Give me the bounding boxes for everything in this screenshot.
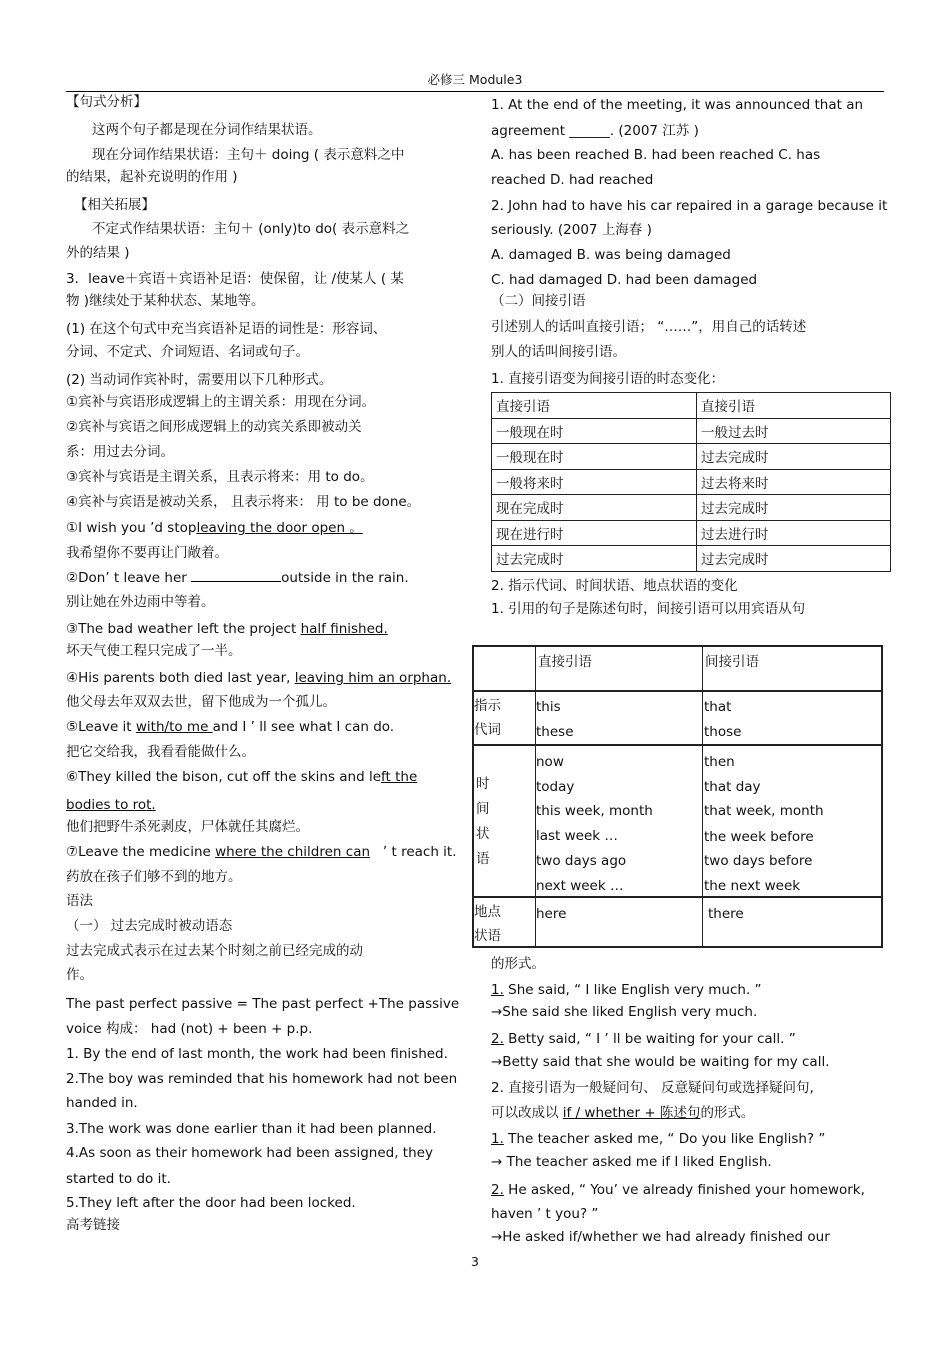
label-pronoun: 代词 <box>474 722 501 738</box>
header-rule <box>66 91 884 92</box>
table-row <box>492 520 891 546</box>
sentence-1: 1. By the end of last month, the work had been finished. <box>66 1046 448 1062</box>
header-direct: 直接引语 <box>538 654 592 670</box>
text-line: 分词、不定式、介词短语、名词或句子。 <box>66 344 309 360</box>
example-number: 1. <box>491 1131 504 1147</box>
cell-indirect: that <box>704 699 732 715</box>
example-4 <box>66 669 451 687</box>
cell-indirect: 过去进行时 <box>697 520 891 546</box>
label-place: 状语 <box>474 928 501 944</box>
example-6 <box>66 768 417 786</box>
text-line: voice 构成： had (not) + been + p.p. <box>66 1021 313 1037</box>
cell-direct: 一般现在时 <box>492 418 697 444</box>
example-text: The teacher asked me, “ Do you like English? ” <box>503 1131 826 1147</box>
tense-change-table <box>491 392 891 572</box>
example-text: and I ’ ll see what I can do. <box>212 719 395 735</box>
cell-indirect: the next week <box>704 878 801 894</box>
cell-indirect: 过去完成时 <box>697 444 891 470</box>
example-translation: 我希望你不要再让门敞着。 <box>66 545 228 561</box>
cell-indirect: the week before <box>704 829 814 845</box>
text-line: 3．leave＋宾语＋宾语补足语：使保留，让 /使某人 ( 某 <box>66 271 404 287</box>
example-translation: 药放在孩子们够不到的地方。 <box>66 869 242 885</box>
example-line <box>491 1181 865 1199</box>
heading-past-perfect-passive: （一） 过去完成时被动语态 <box>66 918 233 934</box>
cell-direct: next week … <box>536 878 624 894</box>
text-line: 不定式作结果状语：主句＋ (only)to do( 表示意料之 <box>92 221 410 237</box>
example-underlined: half finished. <box>300 621 388 637</box>
question-1-options: A. has been reached B. had been reached C. has <box>491 147 821 163</box>
example-text: ④His parents both died last year, <box>66 670 295 686</box>
question-2: 2. John had to have his car repaired in a garage because it <box>491 198 888 214</box>
text-line: 1. 引用的句子是陈述句时，间接引语可以用宾语从句 <box>491 601 806 617</box>
heading-related-extension: 【相关拓展】 <box>74 197 155 213</box>
example-line: →Betty said that she would be waiting for my call. <box>491 1054 830 1070</box>
example-number: 1. <box>491 982 504 998</box>
example-translation: 把它交给我，我看看能做什么。 <box>66 744 255 760</box>
question-1-cont: agreement ______. (2007 江苏 ) <box>491 123 699 139</box>
question-1-options-cont: reached D. had reached <box>491 172 654 188</box>
heading-sentence-analysis: 【句式分析】 <box>66 94 147 110</box>
example-text: ②Don’ t leave her <box>66 570 192 586</box>
cell-direct: two days ago <box>536 853 627 869</box>
example-7 <box>66 843 457 861</box>
cell-direct: 现在完成时 <box>492 495 697 521</box>
cell-direct: now <box>536 754 564 770</box>
cell-indirect: that week, month <box>704 803 824 819</box>
text-line: 的结果，起补充说明的作用 ) <box>66 169 238 185</box>
example-3 <box>66 620 388 638</box>
example-translation: 他父母去年双双去世，留下他成为一个孤儿。 <box>66 694 336 710</box>
cell-indirect: 直接引语 <box>697 393 891 419</box>
table-row <box>492 495 891 521</box>
table-row <box>492 418 891 444</box>
example-underlined: bodies to rot. <box>66 797 156 813</box>
example-text: outside in the rain. <box>281 570 409 586</box>
cell-direct: 过去完成时 <box>492 546 697 572</box>
text-line: 引述别人的话叫直接引语； “……”，用自己的话转述 <box>491 319 807 335</box>
text-line: ①宾补与宾语形成逻辑上的主谓关系：用现在分词。 <box>66 394 376 410</box>
label-time: 状 <box>476 826 490 842</box>
text-line: 过去完成式表示在过去某个时刻之前已经完成的动 <box>66 943 363 959</box>
cell-indirect: there <box>708 906 744 922</box>
example-underlined: leaving the door open 。 <box>196 520 363 536</box>
example-underlined: ft the <box>381 769 418 785</box>
text-line: 这两个句子都是现在分词作结果状语。 <box>92 122 322 138</box>
table-rule <box>702 647 703 946</box>
example-line: → The teacher asked me if I liked English. <box>491 1154 772 1170</box>
text-line: ③宾补与宾语是主谓关系，且表示将来：用 to do。 <box>66 469 374 485</box>
cell-indirect: 过去完成时 <box>697 495 891 521</box>
text-line: 别人的话叫间接引语。 <box>491 344 626 360</box>
sentence-2: 2.The boy was reminded that his homework had not been <box>66 1071 458 1087</box>
example-line: →She said she liked English very much. <box>491 1004 758 1020</box>
cell-indirect: 过去完成时 <box>697 546 891 572</box>
question-1: 1. At the end of the meeting, it was announced that an <box>491 97 864 113</box>
example-underlined: where the children can <box>215 844 371 860</box>
cell-direct: today <box>536 779 575 795</box>
example-5 <box>66 718 394 736</box>
text-line: 现在分词作结果状语：主句＋ doing ( 表示意料之中 <box>92 147 405 163</box>
example-text: ①I wish you ’d stop <box>66 520 197 536</box>
example-2 <box>66 569 409 587</box>
question-2-options: A. damaged B. was being damaged <box>491 247 731 263</box>
text-part: 可以改成以 <box>491 1105 563 1121</box>
example-text: ⑤Leave it <box>66 719 136 735</box>
text-line: 的形式。 <box>491 956 545 972</box>
example-text: . <box>452 844 457 860</box>
cell-direct: 现在进行时 <box>492 520 697 546</box>
table-row <box>492 469 891 495</box>
cell-indirect: those <box>704 724 742 740</box>
table-rule <box>535 647 536 946</box>
example-text: ⑦Leave the medicine <box>66 844 216 860</box>
heading-indirect-speech: （二）间接引语 <box>491 293 586 309</box>
question-2-options-cont: C. had damaged D. had been damaged <box>491 272 758 288</box>
example-number: 2. <box>491 1182 504 1198</box>
text-line: 作。 <box>66 967 93 983</box>
example-text: She said, “ I like English very much. ” <box>503 982 762 998</box>
cell-indirect: then <box>704 754 735 770</box>
example-line <box>491 1130 825 1148</box>
page-header: 必修三 Module3 <box>427 72 523 87</box>
table-header-row <box>492 393 891 419</box>
cell-direct: 一般将来时 <box>492 469 697 495</box>
cell-direct: these <box>536 724 574 740</box>
cell-indirect: two days before <box>704 853 813 869</box>
page-number: 3 <box>471 1254 479 1269</box>
word-change-table <box>472 645 883 948</box>
cell-indirect: 一般过去时 <box>697 418 891 444</box>
text-line: 2. 直接引语为一般疑问句、 反意疑问句或选择疑问句, <box>491 1080 814 1096</box>
header-indirect: 间接引语 <box>705 654 759 670</box>
table-row <box>492 546 891 572</box>
label-time: 间 <box>476 801 490 817</box>
sentence-5: 5.They left after the door had been locked. <box>66 1195 356 1211</box>
example-text: He asked, “ You’ ve already finished your homework, <box>503 1182 865 1198</box>
question-2-cont: seriously. (2007 上海春 ) <box>491 222 652 238</box>
example-translation: 他们把野牛杀死剥皮，尸体就任其腐烂。 <box>66 819 309 835</box>
cell-indirect: 过去将来时 <box>697 469 891 495</box>
example-text: ⑥They killed the bison, cut off the skins and le <box>66 769 382 785</box>
text-line: 物 )继续处于某种状态、某地等。 <box>66 293 265 309</box>
label-place: 地点 <box>474 904 501 920</box>
example-line: →He asked if/whether we had already finished our <box>491 1229 830 1245</box>
example-line: haven ’ t you? ” <box>491 1206 599 1222</box>
example-underlined: with/to me <box>135 719 213 735</box>
example-number: 2. <box>491 1031 504 1047</box>
table-row <box>492 444 891 470</box>
example-line <box>491 1030 796 1048</box>
cell-direct: last week … <box>536 828 618 844</box>
sentence-3: 3.The work was done earlier than it had been planned. <box>66 1121 437 1137</box>
answer-blank <box>191 581 281 582</box>
cell-direct: 直接引语 <box>492 393 697 419</box>
text-line <box>491 1104 754 1122</box>
text-line: (2) 当动词作宾补时，需要用以下几种形式。 <box>66 372 333 388</box>
example-1 <box>66 519 363 537</box>
text-line: 1. 直接引语变为间接引语的时态变化： <box>491 371 725 387</box>
example-translation: 别让她在外边雨中等着。 <box>66 594 215 610</box>
example-line <box>491 981 762 999</box>
example-underlined: leaving him an orphan. <box>294 670 452 686</box>
text-line: ②宾补与宾语之间形成逻辑上的动宾关系即被动关 <box>66 419 362 435</box>
text-line: (1) 在这个句式中充当宾语补足语的词性是：形容词、 <box>66 321 387 337</box>
example-text: ③The bad weather left the project <box>66 621 301 637</box>
cell-direct: this <box>536 699 561 715</box>
text-part: 的形式。 <box>700 1105 755 1121</box>
example-translation: 坏天气使工程只完成了一半。 <box>66 643 242 659</box>
heading-exam-link: 高考链接 <box>66 1217 120 1233</box>
text-line: ④宾补与宾语是被动关系， 且表示将来： 用 to be done。 <box>66 494 421 510</box>
text-line: 2. 指示代词、时间状语、地点状语的变化 <box>491 578 738 594</box>
example-text: ’ t reach it <box>382 844 453 860</box>
label-pronoun: 指示 <box>474 698 501 714</box>
sentence-4: 4.As soon as their homework had been assigned, they <box>66 1145 433 1161</box>
text-line: The past perfect passive = The past perfect +The passive <box>66 996 460 1012</box>
example-text: Betty said, “ I ’ ll be waiting for your call. ” <box>503 1031 796 1047</box>
cell-direct: 一般现在时 <box>492 444 697 470</box>
cell-direct: this week, month <box>536 803 653 819</box>
label-time: 语 <box>476 851 490 867</box>
heading-grammar: 语法 <box>66 893 93 909</box>
text-underlined: if / whether + 陈述句 <box>562 1105 701 1121</box>
text-line: 外的结果 ) <box>66 245 130 261</box>
sentence-4-cont: started to do it. <box>66 1171 171 1187</box>
text-line: 系：用过去分词。 <box>66 444 174 460</box>
cell-direct: here <box>536 906 567 922</box>
label-time: 时 <box>476 776 490 792</box>
sentence-2-cont: handed in. <box>66 1095 138 1111</box>
cell-indirect: that day <box>704 779 761 795</box>
